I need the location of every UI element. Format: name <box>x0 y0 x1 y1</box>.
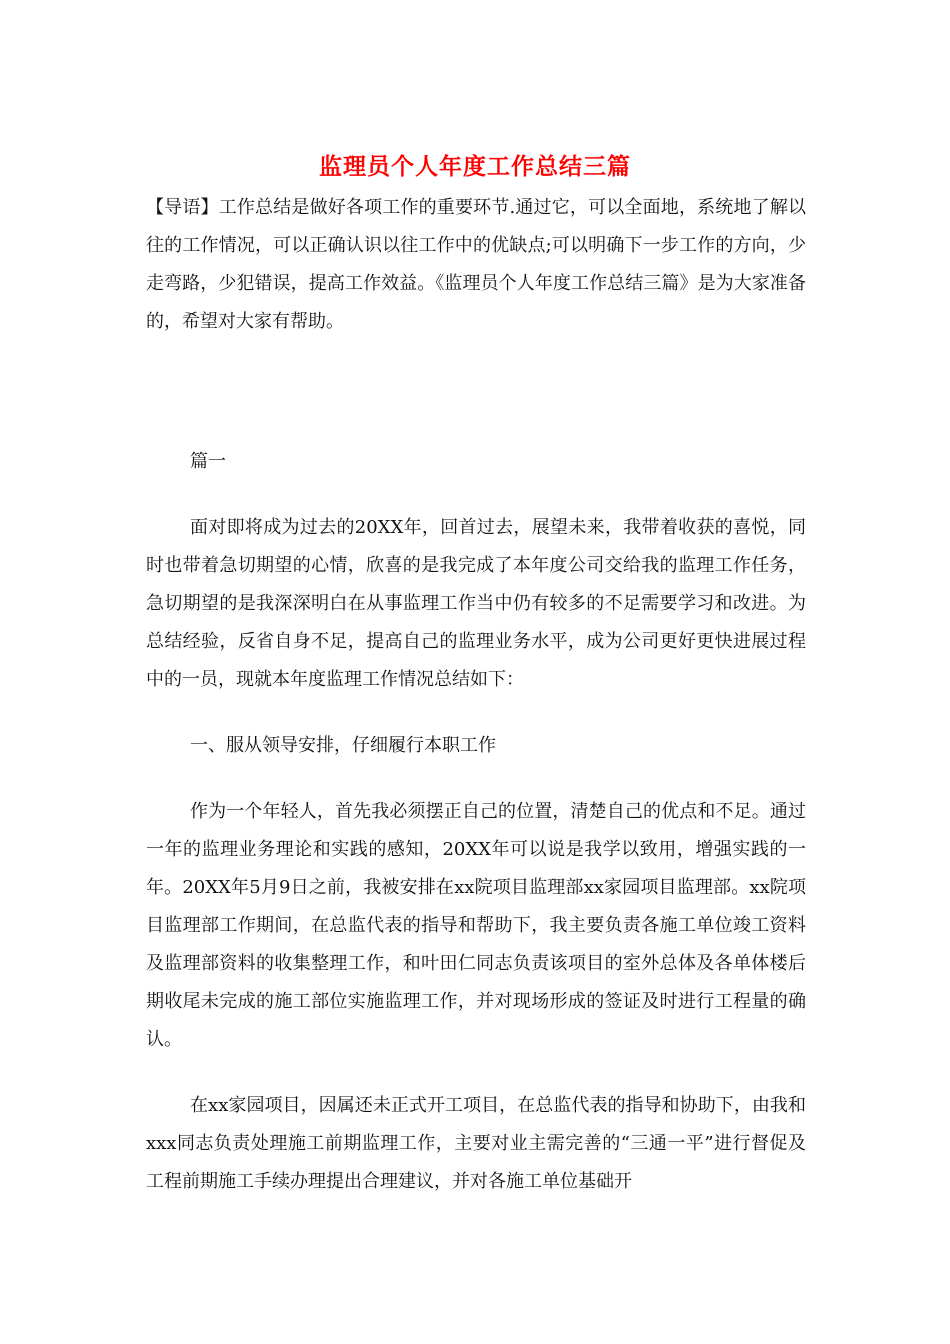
section-label: 篇一 <box>190 451 226 472</box>
body-paragraph-1: 面对即将成为过去的20XX年，回首过去，展望未来，我带着收获的喜悦，同时也带着急切期望的心情，欣喜的是我完成了本年度公司交给我的监理工作任务，急切期望的是我深深明白在从事监理工作当中仍有较多的不足需要学习和改进。为总结经验，反省自身不足，提高自己的监理业务水平，成为公司更好更快进展过程中的一员，现就本年度监理工作情况总结如下： <box>146 517 806 690</box>
intro-paragraph: 【导语】工作总结是做好各项工作的重要环节.通过它，可以全面地，系统地了解以往的工作情况，可以正确认识以往工作中的优缺点;可以明确下一步工作的方向，少走弯路，少犯错误，提高工作效益。《监理员个人年度工作总结三篇》是为大家准备的，希望对大家有帮助。 <box>146 197 806 332</box>
body-paragraph-2: 作为一个年轻人，首先我必须摆正自己的位置，清楚自己的优点和不足。通过一年的监理业务理论和实践的感知，20XX年可以说是我学以致用，增强实践的一年。20XX年5月9日之前，我被安排在xx院项目监理部xx家园项目监理部。xx院项目监理部工作期间，在总监代表的指导和帮助下，我主要负责各施工单位竣工资料及监理部资料的收集整理工作，和叶田仁同志负责该项目的室外总体及各单体楼后期收尾未完成的施工部位实施监理工作，并对现场形成的签证及时进行工程量的确认。 <box>146 801 806 1050</box>
section-heading-1: 一、服从领导安排，仔细履行本职工作 <box>190 735 496 756</box>
body-paragraph-3: 在xx家园项目，因属还未正式开工项目，在总监代表的指导和协助下，由我和xxx同志负责处理施工前期监理工作，主要对业主需完善的“三通一平”进行督促及工程前期施工手续办理提出合理建议，并对各施工单位基础开 <box>146 1095 806 1192</box>
document-title: 监理员个人年度工作总结三篇 <box>319 153 631 180</box>
